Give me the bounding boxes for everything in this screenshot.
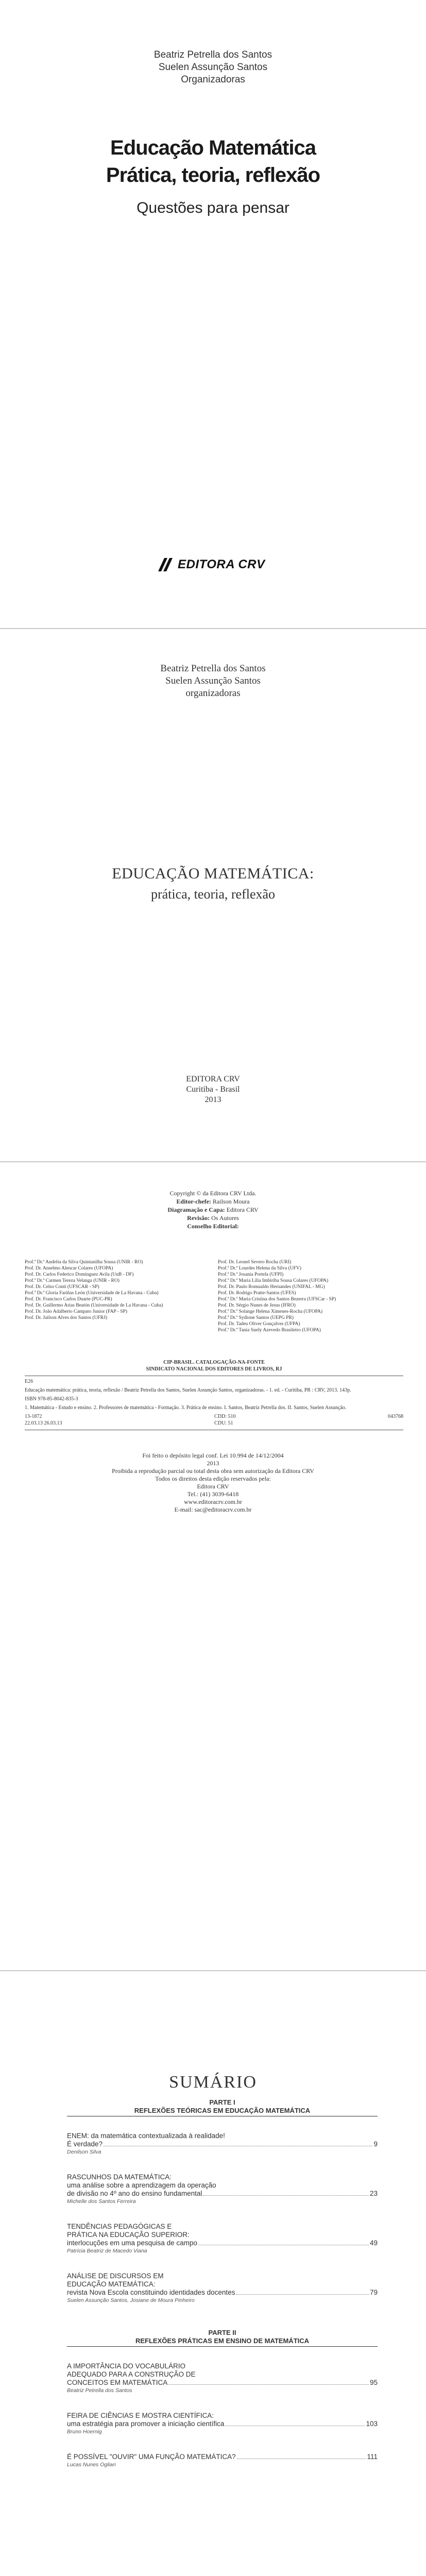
- toc-entry-line: [67, 2453, 378, 2461]
- toc-leader-dots: [203, 2190, 369, 2196]
- toc-leader-dots: [104, 2140, 372, 2146]
- cip-entry: Educação matemática: prática, teoria, reflexão / Beatriz Petrella dos Santos, Suelen Assunção Santos, organizadoras. - 1. ed. - Curitiba, PR : CRV, 2013. 143p.: [25, 1387, 351, 1393]
- council-member: Prof.ª Dr.ª Maria Cristina dos Santos Bezerra (UFSCar - SP): [218, 1297, 336, 1302]
- publisher-city: Curitiba - Brasil: [186, 1085, 240, 1094]
- toc-entry-line: [67, 2190, 378, 2198]
- part-2-label: PARTE II: [208, 2329, 236, 2336]
- title-page-title: EDUCAÇÃO MATEMÁTICA:: [112, 865, 314, 882]
- part-1-entries: [67, 2132, 378, 2304]
- toc-entry[interactable]: [67, 2173, 378, 2205]
- toc-entry-title: PRÁTICA NA EDUCAÇÃO SUPERIOR:: [67, 2231, 190, 2239]
- toc-entry-title: TENDÊNCIAS PEDAGÓGICAS E: [67, 2223, 172, 2230]
- cover-editor-1: Beatriz Petrella dos Santos: [154, 49, 272, 60]
- page-divider: [0, 1161, 426, 1162]
- publisher-logo-text: EDITORA CRV: [178, 557, 265, 571]
- publisher-name: EDITORA CRV: [186, 1075, 240, 1083]
- toc-entry-author: Patrícia Beatriz de Macedo Viana: [67, 2248, 147, 2254]
- toc-entry-author: Denilson Silva: [67, 2149, 101, 2155]
- editorial-council: [25, 1259, 403, 1333]
- toc-entry-line: [67, 2379, 378, 2387]
- toc-entry[interactable]: [67, 2412, 378, 2435]
- toc-page-number: 23: [369, 2190, 378, 2197]
- title-page: [0, 630, 426, 1161]
- cip-cdu: CDU: 51: [214, 1420, 233, 1426]
- part-1-label: PARTE I: [209, 2098, 235, 2106]
- toc-entry-line: [67, 2223, 378, 2231]
- cover-editor-role: Organizadoras: [181, 74, 245, 85]
- council-member: Prof. Dr. Anselmo Alencar Colares (UFOPA): [25, 1266, 113, 1271]
- toc-entry-author: Michelle dos Santos Ferreira: [67, 2198, 136, 2205]
- cip-mid-codes: [214, 1413, 235, 1427]
- publisher-logo-icon: [157, 557, 175, 572]
- copyright-line: Copyright © da Editora CRV Ltda.: [169, 1190, 257, 1197]
- legal-line: Proibida a reprodução parcial ou total desta obra sem autorização da Editora CRV: [112, 1467, 314, 1475]
- toc-entry-title: FEIRA DE CIÊNCIAS E MOSTRA CIENTÍFICA:: [67, 2412, 214, 2419]
- cip-header-line2: SINDICATO NACIONAL DOS EDITORES DE LIVROS, RJ: [146, 1366, 282, 1372]
- toc-entry-title: A IMPORTÂNCIA DO VOCABULÁRIO: [67, 2362, 186, 2370]
- council-member: Prof. Dr. João Adalberto Campato Junior (FAP - SP): [25, 1309, 127, 1314]
- editor-chief-label: Editor-chefe:: [176, 1198, 211, 1205]
- toc-page-number: 95: [369, 2379, 378, 2386]
- toc-entry-author: Lucas Nunes Ogliari: [67, 2462, 116, 2468]
- cip-codes-row: [25, 1413, 403, 1427]
- cip-left-code-2: 22.03.13 26.03.13: [25, 1420, 62, 1426]
- toc-page-number: 9: [373, 2140, 378, 2148]
- council-member: Prof. Dr. Paulo Romualdo Hernandes (UNIFAL - MG): [218, 1284, 325, 1290]
- part-1-heading: REFLEXÕES TEÓRICAS EM EDUCAÇÃO MATEMÁTICA: [134, 2107, 311, 2114]
- part-2-entries: [67, 2362, 378, 2468]
- cip-subjects: 1. Matemática - Estudo e ensino. 2. Professores de matemática - Formação. 3. Prática de ensino. I. Santos, Beatriz Petrella dos. II. Santos, Suelen Assunção.: [25, 1405, 347, 1411]
- cip-catalog: [25, 1359, 403, 1430]
- toc-entry-line: [67, 2362, 378, 2370]
- cip-isbn: ISBN 978-85-8042-835-3: [25, 1396, 78, 1402]
- legal-email: E-mail: sac@editoracrv.com.br: [174, 1506, 252, 1513]
- toc-entry-line: [67, 2289, 378, 2297]
- council-member: Prof.ª Dr.ª Tania Suely Azevedo Brasileiro (UFOPA): [218, 1328, 321, 1333]
- cip-code: E26: [25, 1379, 33, 1384]
- part-2-heading: REFLEXÕES PRÁTICAS EM ENSINO DE MATEMÁTICA: [135, 2337, 310, 2345]
- cover-title-line2: Prática, teoria, reflexão: [106, 164, 320, 187]
- toc-entry[interactable]: [67, 2362, 378, 2394]
- legal-website: www.editoracrv.com.br: [184, 1498, 242, 1505]
- toc-entry-title: uma estratégia para promover a iniciação científica: [67, 2420, 225, 2428]
- toc-entry-title: É POSSÍVEL "OUVIR" UMA FUNÇÃO MATEMÁTICA?: [67, 2453, 236, 2461]
- legal-line: 2013: [207, 1460, 219, 1467]
- toc-page-number: 49: [369, 2239, 378, 2247]
- page-divider: [0, 628, 426, 629]
- toc-entry-line: [67, 2173, 378, 2181]
- council-member: Prof.ª Dr.ª Solange Helena Ximenes-Rocha (UFOPA): [218, 1309, 323, 1314]
- council-member: Prof. Dr. Carlos Federico Dominguez Avila (UnB - DF): [25, 1272, 134, 1277]
- toc-entry-title: É verdade?: [67, 2140, 103, 2148]
- toc-page-number: 103: [366, 2420, 378, 2428]
- toc-entry-line: [67, 2272, 378, 2280]
- editor-chief-line: [0, 1197, 426, 1206]
- legal-phone: Tel.: (41) 3039-6418: [187, 1490, 239, 1498]
- council-member: Prof. Dr. Celso Conti (UFSCAR - SP): [25, 1284, 99, 1290]
- council-member: Prof.ª Dr.ª Carmen Tereza Velanga (UNIR - RO): [25, 1278, 120, 1283]
- cip-left-codes: [25, 1413, 62, 1427]
- toc-entry-line: [67, 2420, 378, 2428]
- toc-entry-line: [67, 2140, 378, 2148]
- review-label: Revisão:: [187, 1214, 210, 1222]
- toc-leader-dots: [198, 2239, 369, 2245]
- toc-entry-line: [67, 2280, 378, 2289]
- title-editor-2: Suelen Assunção Santos: [165, 675, 261, 686]
- toc-entry-title: ADEQUADO PARA A CONSTRUÇÃO DE: [67, 2370, 196, 2378]
- page-divider: [0, 1970, 426, 1971]
- toc-leader-dots: [237, 2453, 366, 2459]
- layout-cover-line: [0, 1206, 426, 1214]
- council-member: Prof.ª Dr.ª Andréia da Silva Quintanilha Sousa (UNIR - RO): [25, 1260, 143, 1265]
- cip-cdd: CDD: 510: [214, 1414, 236, 1419]
- toc-entry-author: Beatriz Petrella dos Santos: [67, 2387, 132, 2394]
- toc-entry-line: [67, 2370, 378, 2379]
- council-member: Prof.ª Dr.ª Gloria Fariñas León (Universidade de La Havana - Cuba): [25, 1291, 159, 1296]
- legal-line: Todos os direitos desta edição reservados pela:: [155, 1475, 271, 1482]
- toc-entry-title: ENEM: da matemática contextualizada à realidade!: [67, 2132, 225, 2140]
- council-member: Prof. Dr. Sérgio Nunes de Jesus (IFRO): [218, 1303, 296, 1308]
- cip-header-line1: CIP-BRASIL. CATALOGAÇÃO-NA-FONTE: [163, 1360, 265, 1365]
- toc-entry-line: [67, 2181, 378, 2190]
- council-right-column: [218, 1259, 403, 1333]
- council-member: Prof. Dr. Leonel Severo Rocha (URI): [218, 1260, 292, 1265]
- toc-page: [0, 1972, 426, 2576]
- editor-chief-value: Railson Moura: [212, 1198, 250, 1205]
- toc-page-number: 111: [367, 2453, 378, 2461]
- toc-entry[interactable]: [67, 2223, 378, 2255]
- cover-page: [0, 0, 426, 628]
- council-label: Conselho Editorial:: [187, 1223, 239, 1230]
- publisher-year: 2013: [205, 1095, 221, 1104]
- toc-entry-line: [67, 2239, 378, 2247]
- council-member: Prof. Dr. Rodrigo Pratte-Santos (UFES): [218, 1291, 296, 1296]
- toc-entry-title: interlocuções em uma pesquisa de campo: [67, 2239, 197, 2247]
- publisher-logo: [157, 554, 265, 575]
- title-editor-role: organizadoras: [185, 688, 241, 699]
- toc-entry-title: RASCUNHOS DA MATEMÁTICA:: [67, 2173, 172, 2181]
- copyright-block: [0, 1189, 426, 1230]
- toc-entry[interactable]: [67, 2272, 378, 2304]
- legal-line: Foi feito o depósito legal conf. Lei 10.994 de 14/12/2004: [142, 1452, 284, 1459]
- toc-entry-title: CONCEITOS EM MATEMÁTICA: [67, 2379, 168, 2386]
- toc-entry-title: revista Nova Escola constituindo identidades docentes: [67, 2289, 235, 2296]
- council-member: Prof. Dr. Francisco Carlos Duarte (PUC-PR): [25, 1297, 112, 1302]
- title-page-publisher: [0, 1074, 426, 1105]
- toc-entry[interactable]: [67, 2132, 378, 2156]
- council-member: Prof.ª Dr.ª Lourdes Helena da Silva (UFV): [218, 1266, 301, 1271]
- cover-subtitle: Questões para pensar: [137, 199, 289, 216]
- part-2-rule: [67, 2346, 378, 2347]
- cover-editor-2: Suelen Assunção Santos: [158, 62, 268, 73]
- council-member: Prof. Dr. Guillermo Arias Beatón (Universidade de La Havana - Cuba): [25, 1303, 163, 1308]
- title-page-subtitle: prática, teoria, reflexão: [150, 887, 276, 902]
- toc-entry-line: [67, 2132, 378, 2140]
- council-member: Prof. Dr. Jailson Alves dos Santos (UFRJ): [25, 1315, 107, 1320]
- layout-cover-value: Editora CRV: [226, 1206, 259, 1213]
- toc-page-number: 79: [369, 2289, 378, 2296]
- toc-entry-title: ANÁLISE DE DISCURSOS EM: [67, 2272, 164, 2280]
- toc-entry-line: [67, 2412, 378, 2420]
- toc-list: [67, 2098, 378, 2486]
- council-member: Prof. Dr. Tadeu Oliver Gonçalves (UFPA): [218, 1321, 300, 1327]
- council-member: Prof.ª Dr.ª Josania Portela (UFPI): [218, 1272, 284, 1277]
- cover-title: Educação Matemática: [110, 137, 316, 159]
- cip-header: [25, 1359, 403, 1372]
- cip-right-code: 043768: [388, 1414, 403, 1419]
- toc-entry-title: uma análise sobre a aprendizagem da operação: [67, 2181, 216, 2189]
- council-line: [0, 1222, 426, 1230]
- council-left-column: [25, 1259, 210, 1333]
- toc-entry[interactable]: [67, 2453, 378, 2468]
- title-editor-1: Beatriz Petrella dos Santos: [160, 663, 266, 674]
- copyright-page: [0, 1163, 426, 1970]
- council-member: Prof.ª Dr.ª Maria Lília Imbiriba Sousa Colares (UFOPA): [218, 1278, 329, 1283]
- toc-entry-title: EDUCAÇÃO MATEMÁTICA:: [67, 2280, 156, 2288]
- toc-entry-author: Bruno Hoernig: [67, 2429, 102, 2435]
- legal-notice: [0, 1452, 426, 1514]
- toc-leader-dots: [236, 2289, 369, 2295]
- review-line: [0, 1214, 426, 1222]
- toc-entry-title: de divisão no 4º ano do ensino fundamental: [67, 2190, 202, 2197]
- review-value: Os Autores: [211, 1214, 239, 1222]
- toc-entry-line: [67, 2231, 378, 2239]
- layout-cover-label: Diagramação e Capa:: [167, 1206, 225, 1213]
- legal-line: Editora CRV: [197, 1483, 229, 1490]
- cover-editors: [0, 49, 426, 86]
- toc-leader-dots: [168, 2379, 369, 2385]
- toc-entry-author: Suelen Assunção Santos, Josiane de Moura Pinheiro: [67, 2297, 195, 2303]
- cip-left-code-1: 13-1872: [25, 1414, 42, 1419]
- toc-leader-dots: [225, 2420, 365, 2426]
- title-page-editors: [0, 663, 426, 700]
- council-member: Prof.ª Dr.ª Sydione Santos (UEPG PR): [218, 1315, 294, 1320]
- toc-title: SUMÁRIO: [169, 2073, 257, 2092]
